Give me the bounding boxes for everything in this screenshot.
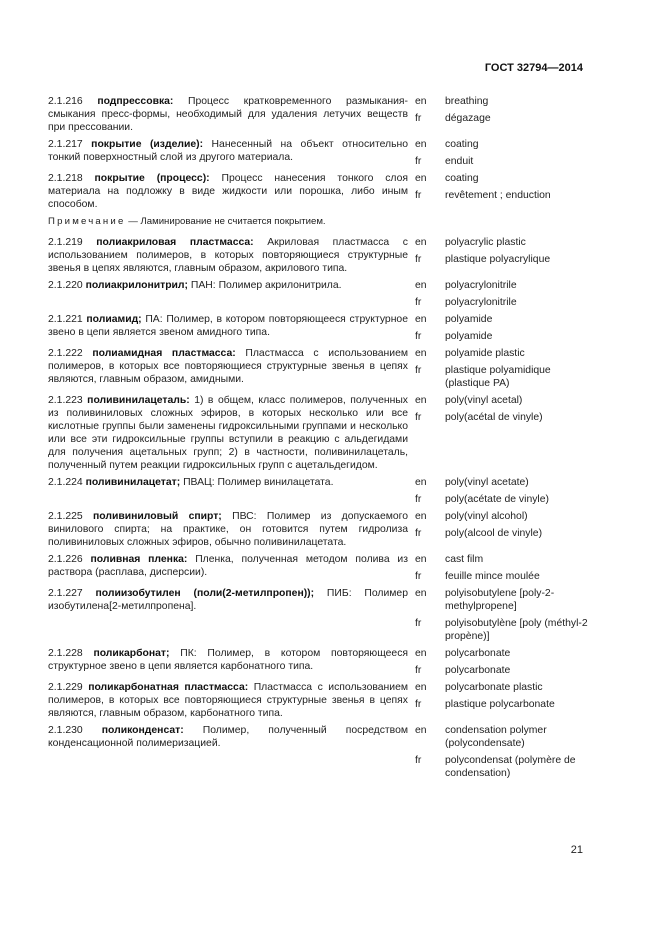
lang-code: en (415, 511, 427, 522)
translation-text: polyamide (445, 314, 493, 325)
translation-text: polyamide plastic (445, 348, 525, 359)
term-entry (48, 553, 588, 583)
definition-text: Нанесенный на объект относительно тонкий поверхностный слой из другого материала. (48, 139, 409, 163)
definition-text: Процесс нанесения тонкого слоя материала на подложку в виде жидкости или порошка, либо иным способом. (48, 173, 409, 210)
translation-text: cast film (445, 554, 484, 565)
term-number: 2.1.230 (48, 725, 83, 736)
term-number: 2.1.217 (48, 139, 83, 150)
term-definition (48, 236, 408, 275)
term-name: полиакриловая пластмасса: (96, 237, 254, 248)
translation-text: polyisobutylène [poly (méthyl-2 propène)] (445, 618, 588, 642)
term-entry (48, 95, 588, 134)
translation-text: polycarbonate (445, 648, 511, 659)
term-number: 2.1.225 (48, 511, 83, 522)
lang-code: en (415, 682, 427, 693)
term-entry (48, 279, 588, 309)
lang-code: fr (415, 254, 422, 265)
term-name: поливная пленка: (90, 554, 188, 565)
term-entry (48, 394, 588, 472)
lang-code: fr (415, 494, 422, 505)
term-name: поликонденсат: (101, 725, 184, 736)
term-definition (48, 647, 408, 677)
lang-code: fr (415, 365, 422, 376)
translation-text: dégazage (445, 113, 491, 124)
term-name: полиакрилонитрил; (85, 280, 188, 291)
definition-text: Полимер, полученный посредством конденсационной полимеризацией. (48, 725, 408, 749)
definition-text: Полимер винилацетата. (214, 477, 334, 488)
definition-text: Полимер, в котором повторяющееся структурное звено в цепи является карбонатного типа. (48, 648, 409, 672)
lang-code: en (415, 648, 427, 659)
definition-text: Процесс кратковременного размыкания-смыкания пресс-формы, необходимый для удаления летучих веществ при прессовании. (48, 96, 408, 133)
term-definition (48, 172, 408, 211)
lang-code: en (415, 280, 427, 291)
term-number: 2.1.226 (48, 554, 83, 565)
translation-text: polyamide (445, 331, 493, 342)
translation-text: condensation polymer (polycondensate) (445, 725, 547, 749)
term-number: 2.1.222 (48, 348, 83, 359)
term-abbreviation: ПВС: (221, 511, 257, 522)
term-definition (48, 347, 408, 390)
translation-text: poly(acétate de vinyle) (445, 494, 549, 505)
lang-code: en (415, 139, 427, 150)
translations (415, 553, 588, 583)
term-number: 2.1.221 (48, 314, 83, 325)
lang-code: fr (415, 297, 422, 308)
translation-text: polycarbonate plastic (445, 682, 543, 693)
translations (415, 510, 588, 549)
term-number: 2.1.224 (48, 477, 83, 488)
term-definition (48, 553, 408, 583)
term-abbreviation: ПАН: (188, 280, 216, 291)
term-entry (48, 724, 588, 780)
definition-text: Полимер, в котором повторяющееся структурное звено в цепи является звеном амидного типа. (48, 314, 408, 338)
term-name: полиизобутилен (поли(2-метилпропен)); (95, 588, 315, 599)
term-abbreviation: ПК: (169, 648, 197, 659)
term-definition (48, 724, 408, 780)
translations (415, 172, 588, 211)
translations (415, 724, 588, 780)
term-name: поликарбонат; (93, 648, 170, 659)
term-name: поливинилацеталь: (87, 395, 190, 406)
lang-code: en (415, 173, 427, 184)
translations (415, 681, 588, 720)
lang-code: fr (415, 190, 422, 201)
definition-text: Пластмасса с использованием полимеров, в которых все повторяющиеся структурные звенья в цепях являются, главным образом, карбонатного типа. (48, 682, 408, 719)
term-number: 2.1.229 (48, 682, 83, 693)
lang-code: fr (415, 571, 422, 582)
term-entry (48, 236, 588, 275)
translation-text: polycondensat (polymère de condensation) (445, 755, 576, 779)
lang-code: fr (415, 156, 422, 167)
term-number: 2.1.227 (48, 588, 83, 599)
note-text: Ламинирование не считается покрытием. (140, 216, 326, 227)
lang-code: en (415, 348, 427, 359)
lang-code: en (415, 725, 427, 736)
translation-text: poly(vinyl acetate) (445, 477, 529, 488)
term-entry (48, 313, 588, 343)
term-name: подпрессовка: (97, 96, 174, 107)
term-entry (48, 138, 588, 168)
document-id: ГОСТ 32794—2014 (484, 62, 583, 74)
lang-code: en (415, 554, 427, 565)
translation-text: polyacrylonitrile (445, 280, 517, 291)
translations (415, 138, 588, 168)
term-entry (48, 476, 588, 506)
term-number: 2.1.219 (48, 237, 83, 248)
term-definition (48, 394, 408, 472)
translation-text: enduit (445, 156, 474, 167)
lang-code: fr (415, 755, 422, 766)
translation-text: polyacrylic plastic (445, 237, 526, 248)
translations (415, 279, 588, 309)
translations (415, 587, 588, 643)
term-list (48, 95, 588, 784)
note (48, 215, 588, 228)
term-number: 2.1.223 (48, 395, 83, 406)
lang-code: en (415, 96, 427, 107)
translations (415, 647, 588, 677)
translations (415, 476, 588, 506)
term-definition (48, 313, 408, 343)
term-name: покрытие (изделие): (91, 139, 204, 150)
lang-code: fr (415, 113, 422, 124)
translations (415, 347, 588, 390)
term-definition (48, 95, 408, 134)
lang-code: fr (415, 528, 422, 539)
page-number: 21 (570, 844, 583, 856)
translation-text: poly(vinyl acetal) (445, 395, 523, 406)
translations (415, 313, 588, 343)
term-abbreviation: ПВАЦ: (180, 477, 215, 488)
term-number: 2.1.220 (48, 280, 83, 291)
lang-code: en (415, 477, 427, 488)
lang-code: fr (415, 331, 422, 342)
definition-text: Акриловая пластмасса с использованием полимеров, в которых повторяющиеся структурные звенья в цепях являются, главным образом, акрилового типа. (48, 237, 408, 274)
lang-code: fr (415, 412, 422, 423)
translations (415, 394, 588, 472)
term-name: покрытие (процесс): (94, 173, 210, 184)
term-entry (48, 647, 588, 677)
definition-text: Полимер из допускаемого винилового спирта; на практике, он готовится путем гидролиза поливиниловых сложных эфиров, обычно поливинилацетата. (48, 511, 408, 548)
term-definition (48, 279, 408, 309)
translation-text: plastique polyacrylique (445, 254, 551, 265)
lang-code: fr (415, 618, 422, 629)
translation-text: coating (445, 173, 479, 184)
term-definition (48, 587, 408, 643)
lang-code: fr (415, 699, 422, 710)
definition-text: Полимер акрилонитрила. (215, 280, 342, 291)
lang-code: fr (415, 665, 422, 676)
lang-code: en (415, 237, 427, 248)
translation-text: polycarbonate (445, 665, 511, 676)
translation-text: plastique polyamidique (plastique PA) (445, 365, 551, 389)
note-dash: — (125, 216, 141, 227)
term-definition (48, 476, 408, 506)
lang-code: en (415, 314, 427, 325)
translations (415, 95, 588, 134)
note-label: Примечание (48, 216, 126, 227)
translation-text: poly(acétal de vinyle) (445, 412, 543, 423)
term-abbreviation: ПА: (141, 314, 163, 325)
term-abbreviation: ПИБ: (314, 588, 352, 599)
definition-text: Пленка, полученная методом полива из раствора (расплава, дисперсии). (48, 554, 408, 578)
term-name: поликарбонатная пластмасса: (88, 682, 249, 693)
term-definition (48, 681, 408, 720)
term-number: 2.1.218 (48, 173, 83, 184)
translations (415, 236, 588, 275)
translation-text: poly(alcool de vinyle) (445, 528, 543, 539)
translation-text: feuille mince moulée (445, 571, 540, 582)
term-name: полиамидная пластмасса: (92, 348, 236, 359)
term-entry (48, 587, 588, 643)
term-entry (48, 681, 588, 720)
translation-text: poly(vinyl alcohol) (445, 511, 528, 522)
translation-text: breathing (445, 96, 489, 107)
definition-text: Полимер изобутилена[2-метилпропена]. (48, 588, 408, 612)
translation-text: polyacrylonitrile (445, 297, 517, 308)
translation-text: coating (445, 139, 479, 150)
definition-text: 1) в общем, класс полимеров, полученных из поливиниловых сложных эфиров, в которых несколько или все кислотные группы были заменены гидроксильными группами и несколько или все эти гидроксильные группы вступили в реакцию с альдегидами для получения ацетальных групп; 2) в частности, поливинилацеталь, полученный путем реакции гидроксильных групп с ацетальдегидом. (48, 395, 408, 471)
term-number: 2.1.228 (48, 648, 83, 659)
translation-text: revêtement ; enduction (445, 190, 551, 201)
term-entry (48, 510, 588, 549)
lang-code: en (415, 395, 427, 406)
term-entry (48, 347, 588, 390)
translation-text: plastique polycarbonate (445, 699, 555, 710)
lang-code: en (415, 588, 427, 599)
definition-text: Пластмасса с использованием полимеров, в которых все повторяющиеся структурные звенья в цепях являются, главным образом, амидными. (48, 348, 408, 385)
term-name: поливинилацетат; (85, 477, 181, 488)
translation-text: polyisobutylene [poly-2-methylpropene] (445, 588, 555, 612)
term-number: 2.1.216 (48, 96, 83, 107)
term-entry (48, 172, 588, 211)
term-definition (48, 510, 408, 549)
term-name: поливиниловый спирт; (93, 511, 222, 522)
term-definition (48, 138, 408, 168)
term-name: полиамид; (86, 314, 142, 325)
